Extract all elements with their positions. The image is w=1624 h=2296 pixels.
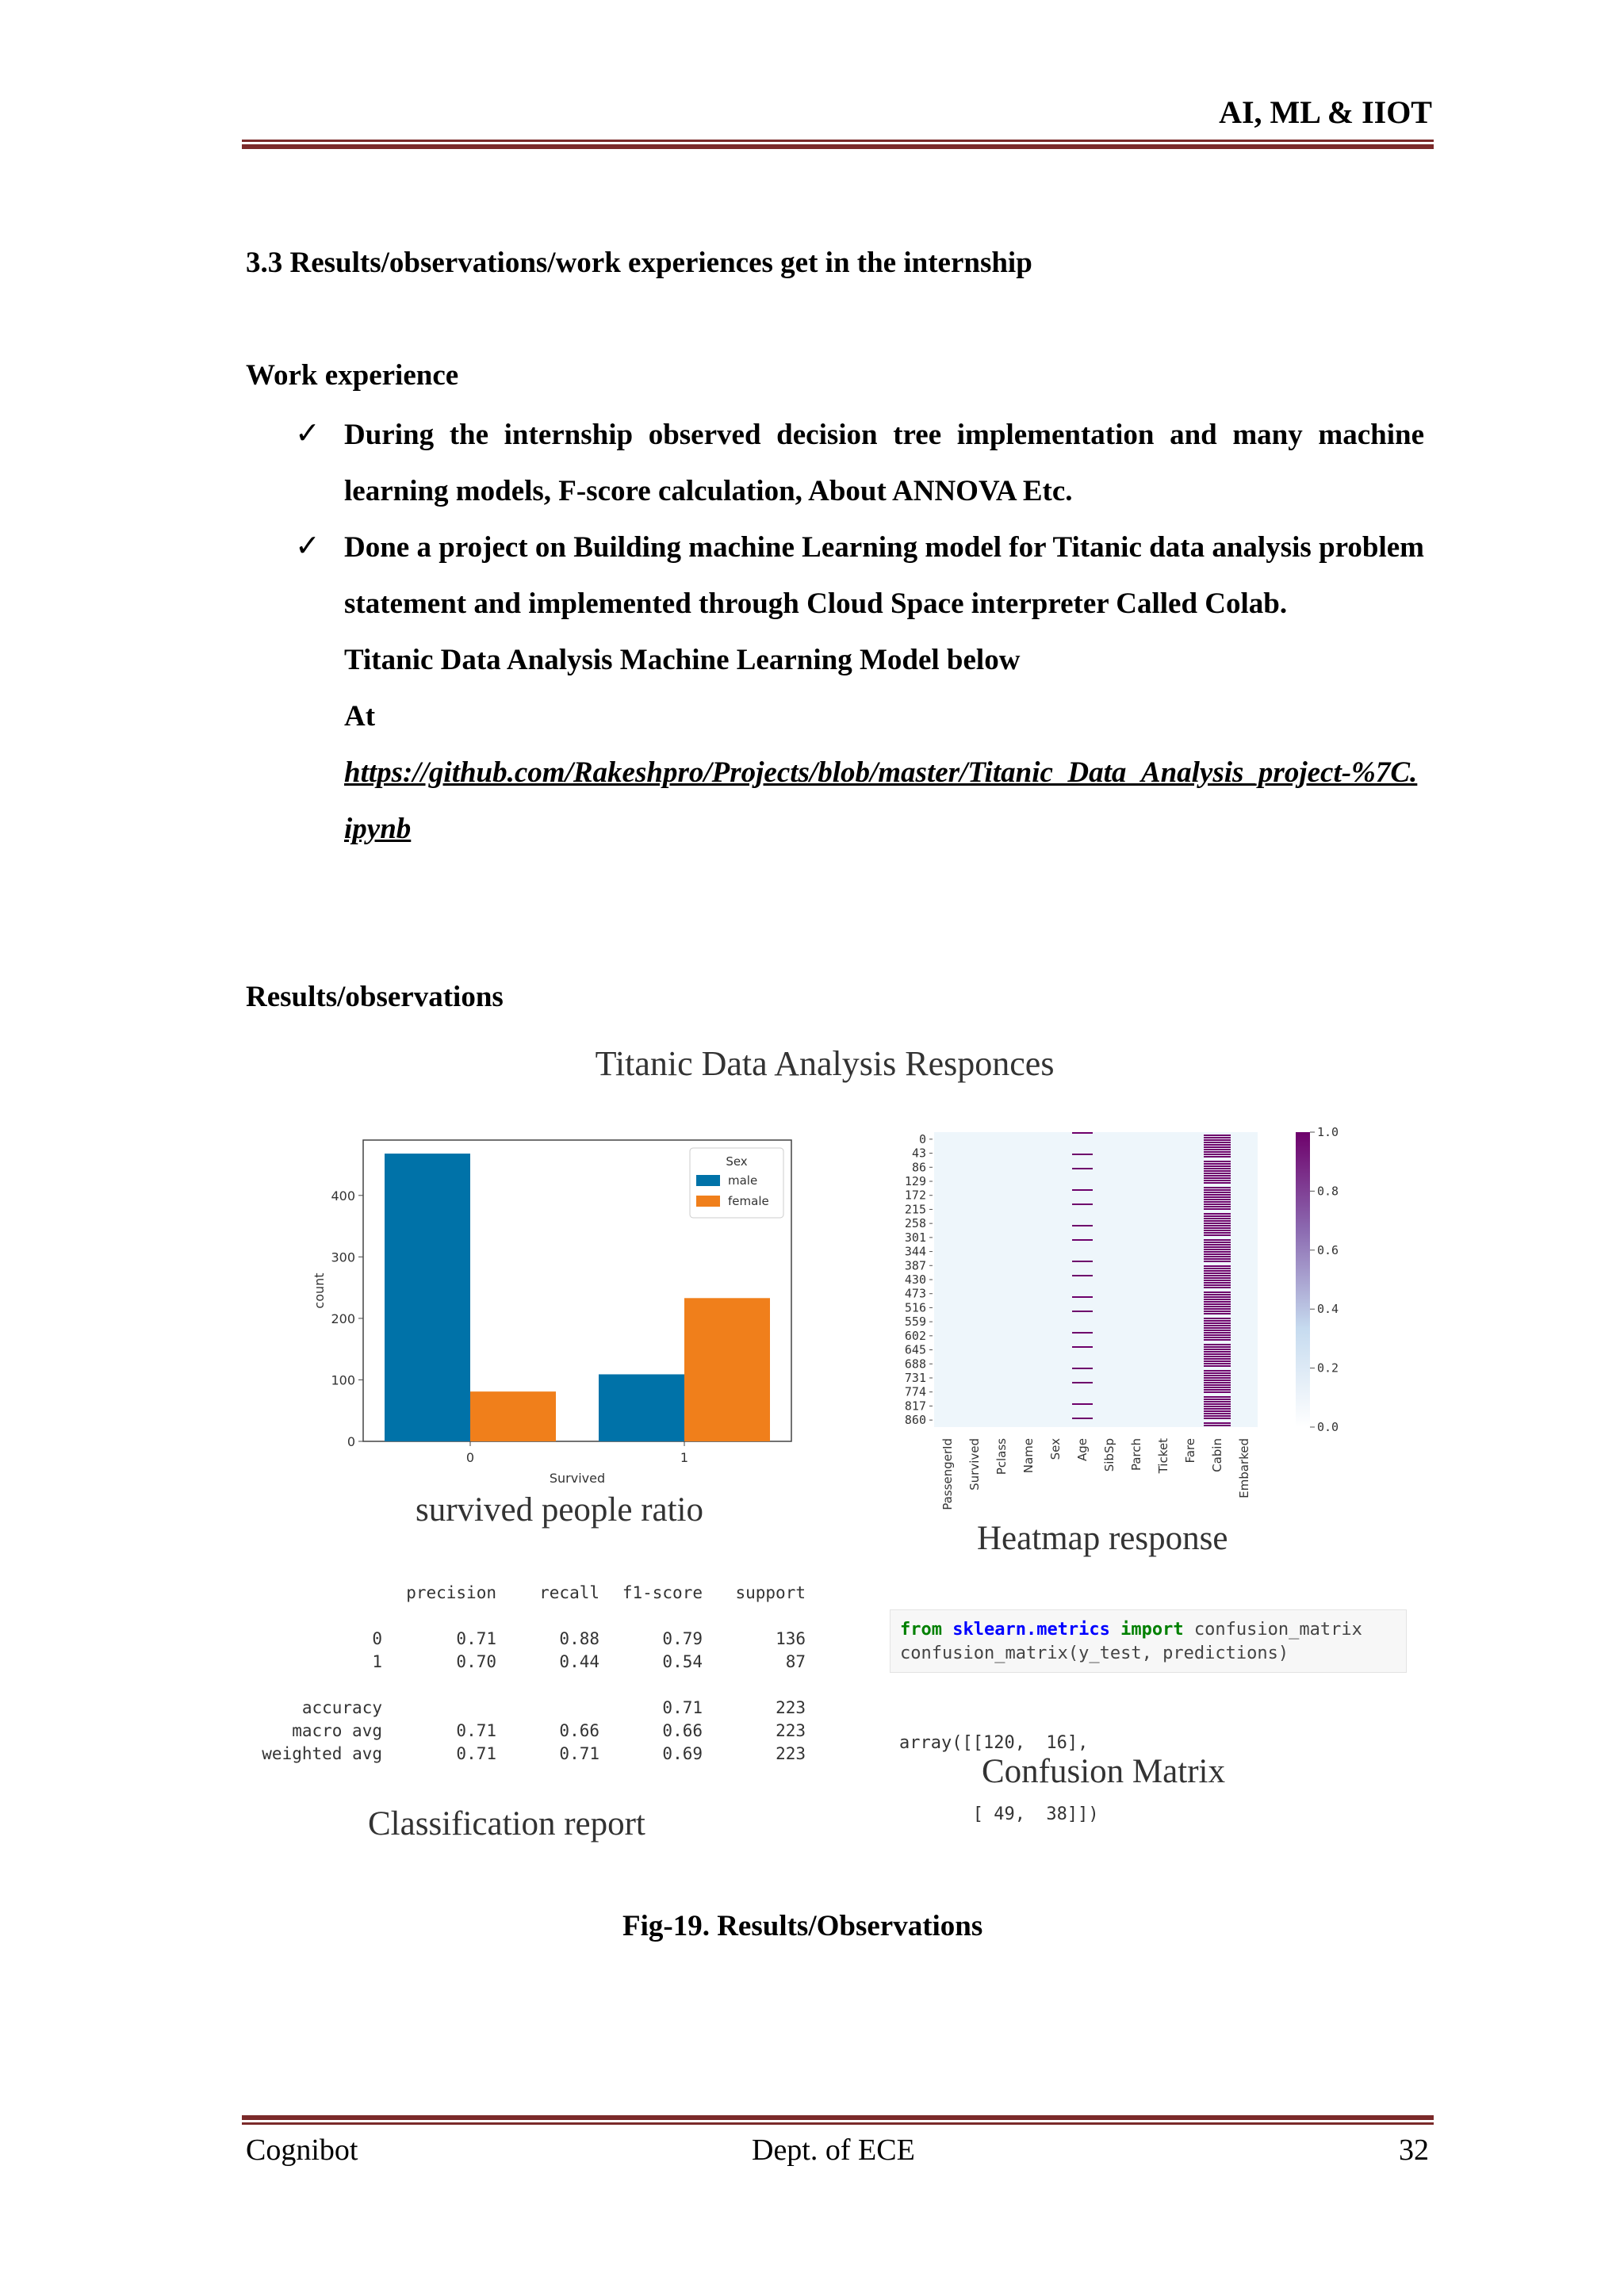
missing-value-mark [1204, 1258, 1231, 1260]
missing-value-mark [1072, 1261, 1093, 1262]
missing-value-mark [1204, 1201, 1231, 1203]
missing-value-mark [1204, 1353, 1231, 1355]
code-keyword-from: from [900, 1620, 942, 1640]
bar-chart-caption: survived people ratio [416, 1491, 704, 1529]
code-line-1 [900, 1618, 1396, 1642]
missing-value-mark [1204, 1249, 1231, 1250]
missing-value-mark [1204, 1344, 1231, 1345]
missing-value-mark [1204, 1282, 1231, 1284]
missing-value-mark [1204, 1227, 1231, 1229]
row-label: 1 [372, 1651, 382, 1671]
cell: 0.66 [662, 1720, 703, 1740]
missing-value-mark [1204, 1296, 1231, 1298]
missing-value-mark [1072, 1275, 1093, 1276]
missing-value-mark [1072, 1332, 1093, 1334]
row-label: 688 [904, 1357, 926, 1372]
missing-value-mark [1204, 1149, 1231, 1150]
missing-value-mark [1072, 1239, 1093, 1241]
missing-value-mark [1204, 1351, 1231, 1353]
missing-value-mark [1204, 1156, 1231, 1158]
missing-value-mark [1204, 1170, 1231, 1172]
colorbar-tick-label: 0.4 [1317, 1302, 1339, 1317]
y-tick-label: 300 [331, 1249, 355, 1265]
table-row [255, 1742, 806, 1765]
colorbar [1296, 1132, 1310, 1427]
x-tick-label: 0 [465, 1450, 475, 1465]
missing-value-mark [1204, 1189, 1231, 1191]
bullet-2 [344, 519, 1424, 857]
cell: 0.79 [662, 1628, 703, 1648]
missing-value-mark [1204, 1322, 1231, 1324]
missing-value-mark [1204, 1277, 1231, 1279]
missing-value-mark [1072, 1168, 1093, 1169]
header-title: AI, ML & IIOT [1219, 94, 1432, 130]
missing-value-mark [1204, 1223, 1231, 1224]
header-rule-bottom [242, 144, 1434, 149]
missing-value-mark [1204, 1318, 1231, 1319]
y-tick-label: 100 [331, 1372, 355, 1388]
missing-value-mark [1204, 1144, 1231, 1146]
missing-value-mark [1204, 1246, 1231, 1248]
missing-value-mark [1204, 1358, 1231, 1360]
heatmap-caption: Heatmap response [977, 1520, 1228, 1557]
y-tick-label: 400 [331, 1188, 355, 1203]
missing-value-mark [1204, 1161, 1231, 1162]
missing-value-mark [1204, 1387, 1231, 1388]
column-header: support [735, 1582, 806, 1602]
row-label: 0 [372, 1628, 382, 1648]
cell: 87 [785, 1651, 806, 1671]
missing-value-mark [1204, 1177, 1231, 1179]
x-tick-label: 1 [680, 1450, 689, 1465]
confusion-matrix-caption: Confusion Matrix [982, 1753, 1225, 1790]
missing-value-mark [1204, 1415, 1231, 1417]
row-label: accuracy [301, 1697, 382, 1717]
missing-value-mark [1204, 1372, 1231, 1374]
row-label: 86 [911, 1160, 926, 1175]
bar [470, 1391, 556, 1441]
missing-value-mark [1204, 1363, 1231, 1364]
row-label: 774 [904, 1384, 926, 1399]
row-label: 344 [904, 1244, 926, 1259]
missing-value-mark [1204, 1330, 1231, 1331]
cell: 0.44 [559, 1651, 599, 1671]
missing-value-mark [1204, 1225, 1231, 1226]
column-label: Survived [967, 1438, 982, 1490]
checkmark-icon: ✓ [295, 530, 320, 563]
row-label: 817 [904, 1399, 926, 1414]
missing-value-mark [1204, 1332, 1231, 1334]
cell: 0.71 [559, 1743, 599, 1763]
missing-value-mark [1204, 1196, 1231, 1198]
missing-value-mark [1072, 1225, 1093, 1226]
missing-value-mark [1204, 1253, 1231, 1255]
missing-value-mark [1204, 1230, 1231, 1231]
missing-value-mark [1204, 1292, 1231, 1293]
missing-value-mark [1072, 1154, 1093, 1155]
checkmark-icon: ✓ [295, 417, 320, 450]
missing-value-mark [1072, 1132, 1093, 1134]
footer-rule-top [242, 2115, 1434, 2120]
missing-value-mark [1204, 1380, 1231, 1381]
x-axis-label: Survived [549, 1471, 606, 1486]
output-line-1: array([[120, 16], [899, 1733, 1089, 1753]
missing-value-mark [1204, 1334, 1231, 1336]
missing-value-mark [1072, 1382, 1093, 1383]
missing-value-mark [1204, 1168, 1231, 1169]
missing-value-mark [1204, 1311, 1231, 1312]
missing-value-mark [1204, 1294, 1231, 1295]
missing-value-mark [1204, 1215, 1231, 1217]
missing-value-mark [1204, 1299, 1231, 1300]
missing-value-mark [1204, 1303, 1231, 1305]
bullet-1 [344, 407, 1424, 519]
classification-report-caption: Classification report [368, 1805, 645, 1843]
section-heading: 3.3 Results/observations/work experiences get in the internship [246, 247, 1032, 279]
table-row [255, 1627, 806, 1650]
row-label: 473 [904, 1286, 926, 1301]
at-label: At [344, 700, 376, 733]
cell: 0.71 [456, 1720, 496, 1740]
missing-value-mark [1204, 1232, 1231, 1234]
missing-value-mark [1204, 1213, 1231, 1215]
missing-value-mark [1204, 1337, 1231, 1338]
missing-value-mark [1204, 1287, 1231, 1288]
missing-value-mark [1204, 1384, 1231, 1386]
output-line-2: [ 49, 38]]) [899, 1804, 1099, 1824]
row-label: 860 [904, 1413, 926, 1428]
missing-value-mark [1204, 1137, 1231, 1138]
table-row [255, 1719, 806, 1742]
missing-value-mark [1204, 1339, 1231, 1341]
y-tick-label: 0 [347, 1434, 355, 1449]
missing-value-mark [1204, 1154, 1231, 1155]
legend-swatch [696, 1196, 720, 1207]
code-module: sklearn.metrics [952, 1620, 1110, 1640]
missing-value-mark [1204, 1410, 1231, 1412]
bullet-2-text: Done a project on Building machine Learning model for Titanic data analysis problem statement and implemented through Cloud Space interpreter Called Colab. [344, 531, 1424, 620]
missing-value-mark [1204, 1272, 1231, 1274]
classification-report [255, 1581, 806, 1765]
missing-value-mark [1204, 1375, 1231, 1376]
missing-value-mark [1204, 1173, 1231, 1174]
missing-value-mark [1204, 1275, 1231, 1276]
missing-value-mark [1072, 1418, 1093, 1419]
missing-value-mark [1204, 1165, 1231, 1167]
row-label: 43 [911, 1146, 926, 1161]
cell: 136 [776, 1628, 806, 1648]
github-link[interactable]: https://github.com/Rakeshpro/Projects/blob/master/Titanic_Data_Analysis_project-%7C.ipynb [344, 756, 1418, 845]
missing-value-mark [1204, 1182, 1231, 1184]
missing-value-mark [1204, 1175, 1231, 1177]
missing-value-mark [1204, 1135, 1231, 1136]
row-label: 172 [904, 1188, 926, 1203]
column-label: Fare [1183, 1438, 1197, 1464]
cell: 0.71 [456, 1628, 496, 1648]
colorbar-tick-label: 0.2 [1317, 1360, 1339, 1376]
row-label: 301 [904, 1230, 926, 1245]
missing-value-mark [1204, 1194, 1231, 1196]
header-rule-top [242, 140, 1434, 142]
column-label: Name [1021, 1438, 1036, 1474]
missing-value-mark [1204, 1192, 1231, 1193]
missing-value-mark [1204, 1139, 1231, 1141]
missing-value-mark [1204, 1270, 1231, 1272]
missing-value-mark [1204, 1163, 1231, 1165]
missing-value-mark [1204, 1346, 1231, 1348]
table-row [255, 1650, 806, 1673]
cell: 0.71 [456, 1743, 496, 1763]
column-label: Age [1075, 1438, 1090, 1462]
missing-value-mark [1204, 1377, 1231, 1379]
code-keyword-import: import [1120, 1620, 1184, 1640]
footer-left: Cognibot [246, 2133, 358, 2167]
legend-swatch [696, 1175, 720, 1186]
missing-value-mark [1204, 1356, 1231, 1357]
code-cell [890, 1609, 1407, 1673]
work-experience-heading: Work experience [246, 359, 459, 392]
missing-value-mark [1204, 1422, 1231, 1424]
results-heading: Results/observations [246, 981, 504, 1013]
row-label: 129 [904, 1174, 926, 1188]
figure-caption: Fig-19. Results/Observations [622, 1910, 983, 1942]
missing-value-mark [1204, 1408, 1231, 1410]
missing-value-mark [1204, 1360, 1231, 1362]
bullet-1-text: During the internship observed decision tree implementation and many machine learning models, F-score calculation, About ANNOVA Etc. [344, 419, 1424, 507]
cell: 223 [776, 1720, 806, 1740]
missing-value-mark [1204, 1244, 1231, 1246]
row-label: 731 [904, 1371, 926, 1385]
cell [496, 1696, 599, 1719]
row-label: 645 [904, 1342, 926, 1357]
cell [382, 1696, 496, 1719]
legend-title: Sex [726, 1154, 748, 1169]
bar [599, 1374, 684, 1441]
missing-value-mark [1204, 1203, 1231, 1205]
missing-value-mark [1204, 1256, 1231, 1257]
row-label: 387 [904, 1258, 926, 1273]
column-label: Ticket [1156, 1438, 1170, 1474]
row-label: macro avg [292, 1720, 382, 1740]
missing-value-mark [1204, 1199, 1231, 1200]
missing-value-mark [1204, 1413, 1231, 1414]
row-label: 215 [904, 1202, 926, 1217]
missing-value-mark [1072, 1203, 1093, 1205]
bar [385, 1154, 470, 1441]
footer-rule-bottom [242, 2122, 1434, 2125]
missing-value-mark [1204, 1265, 1231, 1267]
missing-value-mark [1204, 1418, 1231, 1419]
column-label: Embarked [1237, 1438, 1251, 1498]
column-label: Pclass [994, 1438, 1009, 1475]
missing-value-mark [1204, 1187, 1231, 1188]
row-label: weighted avg [262, 1743, 382, 1763]
bar-chart [301, 1110, 809, 1506]
heatmap-chart [872, 1110, 1427, 1538]
missing-value-mark [1204, 1239, 1231, 1241]
missing-value-mark [1204, 1406, 1231, 1407]
column-header: recall [539, 1582, 599, 1602]
cell: 223 [776, 1743, 806, 1763]
missing-value-mark [1204, 1313, 1231, 1314]
missing-value-mark [1204, 1396, 1231, 1398]
missing-value-mark [1204, 1218, 1231, 1219]
missing-value-mark [1072, 1311, 1093, 1312]
missing-value-mark [1204, 1208, 1231, 1210]
cell: 223 [776, 1697, 806, 1717]
colorbar-tick-label: 0.0 [1317, 1420, 1339, 1434]
bar [684, 1298, 770, 1441]
missing-value-mark [1204, 1320, 1231, 1322]
row-label: 430 [904, 1272, 926, 1287]
missing-value-mark [1204, 1146, 1231, 1148]
missing-value-mark [1072, 1403, 1093, 1405]
column-label: PassengerId [940, 1438, 955, 1510]
missing-value-mark [1072, 1296, 1093, 1298]
missing-value-mark [1204, 1370, 1231, 1372]
column-label: Parch [1129, 1438, 1143, 1471]
missing-value-mark [1204, 1389, 1231, 1391]
missing-value-mark [1204, 1308, 1231, 1310]
missing-value-mark [1204, 1151, 1231, 1153]
missing-value-mark [1204, 1401, 1231, 1402]
missing-value-mark [1204, 1365, 1231, 1367]
figure-title: Titanic Data Analysis Responces [595, 1044, 1055, 1083]
cell: 0.71 [662, 1697, 703, 1717]
missing-value-mark [1204, 1382, 1231, 1383]
y-axis-label: count [312, 1272, 327, 1309]
missing-value-mark [1204, 1349, 1231, 1350]
missing-value-mark [1204, 1391, 1231, 1393]
missing-value-mark [1204, 1403, 1231, 1405]
legend-label: female [728, 1194, 769, 1208]
cell: 0.69 [662, 1743, 703, 1763]
missing-value-mark [1204, 1425, 1231, 1426]
row-label: 559 [904, 1314, 926, 1330]
legend-label: male [728, 1173, 758, 1188]
colorbar-tick-label: 0.6 [1317, 1242, 1339, 1257]
table-row [255, 1696, 806, 1719]
missing-value-mark [1204, 1325, 1231, 1326]
cell: 0.66 [559, 1720, 599, 1740]
missing-value-mark [1204, 1261, 1231, 1262]
footer-center: Dept. of ECE [752, 2133, 915, 2167]
missing-value-mark [1204, 1399, 1231, 1400]
missing-value-mark [1204, 1327, 1231, 1329]
row-label: 258 [904, 1216, 926, 1231]
missing-value-mark [1204, 1301, 1231, 1303]
missing-value-mark [1072, 1368, 1093, 1369]
missing-value-mark [1204, 1268, 1231, 1269]
classification-report-table [255, 1581, 806, 1765]
row-label: 0 [918, 1131, 926, 1146]
column-label: Cabin [1210, 1438, 1224, 1472]
row-label: 516 [904, 1300, 926, 1315]
colorbar-tick-label: 0.8 [1317, 1184, 1339, 1199]
missing-value-mark [1204, 1234, 1231, 1236]
missing-value-mark [1204, 1251, 1231, 1253]
missing-value-mark [1072, 1346, 1093, 1348]
missing-value-mark [1204, 1242, 1231, 1243]
code-import-name: confusion_matrix [1193, 1620, 1362, 1640]
column-label: SibSp [1102, 1438, 1116, 1472]
code-line-2: confusion_matrix(y_test, predictions) [900, 1644, 1289, 1663]
missing-value-mark [1072, 1189, 1093, 1191]
column-header: precision [406, 1582, 496, 1602]
colorbar-tick-label: 1.0 [1317, 1125, 1339, 1139]
missing-value-mark [1204, 1280, 1231, 1281]
row-label: 602 [904, 1328, 926, 1343]
missing-value-mark [1204, 1306, 1231, 1307]
missing-value-mark [1204, 1180, 1231, 1181]
y-tick-label: 200 [331, 1311, 355, 1326]
cell: 0.70 [456, 1651, 496, 1671]
missing-value-mark [1204, 1284, 1231, 1286]
missing-value-mark [1204, 1206, 1231, 1207]
cell: 0.88 [559, 1628, 599, 1648]
table-header-row [255, 1581, 806, 1604]
cell: 0.54 [662, 1651, 703, 1671]
column-label: Sex [1048, 1438, 1063, 1460]
column-header: f1-score [622, 1582, 703, 1602]
footer-page-number: 32 [1399, 2133, 1429, 2167]
missing-value-mark [1204, 1142, 1231, 1143]
model-line: Titanic Data Analysis Machine Learning Model below [344, 644, 1021, 676]
missing-value-mark [1204, 1220, 1231, 1222]
